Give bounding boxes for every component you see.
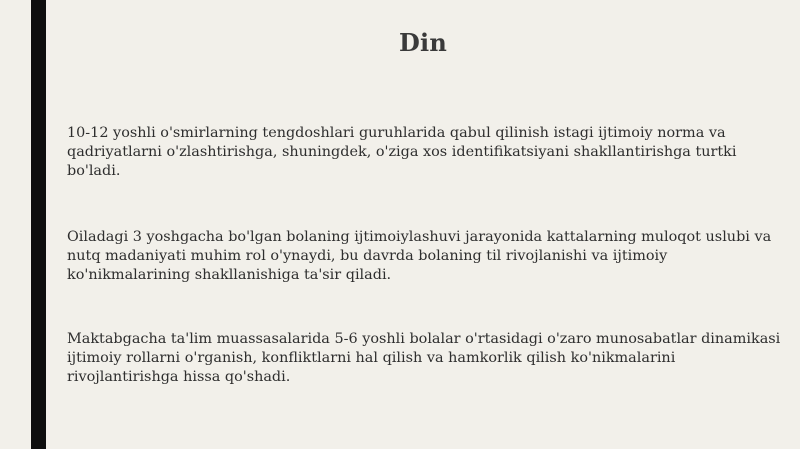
paragraph-1: 10-12 yoshli o'smirlarning tengdoshlari guruhlarida qabul qilinish istagi ijtimoiy norma va qadriyatlarni o'zlashtirishga, shuningdek, o'ziga xos identifikatsiyani shakllantirishga turtki bo'ladi. bbox=[67, 125, 737, 179]
slide-title: Din bbox=[399, 28, 447, 57]
left-accent-bar bbox=[31, 0, 46, 449]
paragraph-2: Oiladagi 3 yoshgacha bo'lgan bolaning ijtimoiylashuvi jarayonida kattalarning muloqot uslubi va nutq madaniyati muhim rol o'ynaydi, bu davrda bolaning til rivojlanishi va ijtimoiy ko'nikmalarining shakllanishiga ta'sir qiladi. bbox=[67, 229, 772, 283]
paragraph-3: Maktabgacha ta'lim muassasalarida 5-6 yoshli bolalar o'rtasidagi o'zaro munosabatlar dinamikasi ijtimoiy rollarni o'rganish, konfliktlarni hal qilish va hamkorlik qilish ko'nikmalarini rivojlantirishga hissa qo'shadi. bbox=[67, 331, 781, 385]
